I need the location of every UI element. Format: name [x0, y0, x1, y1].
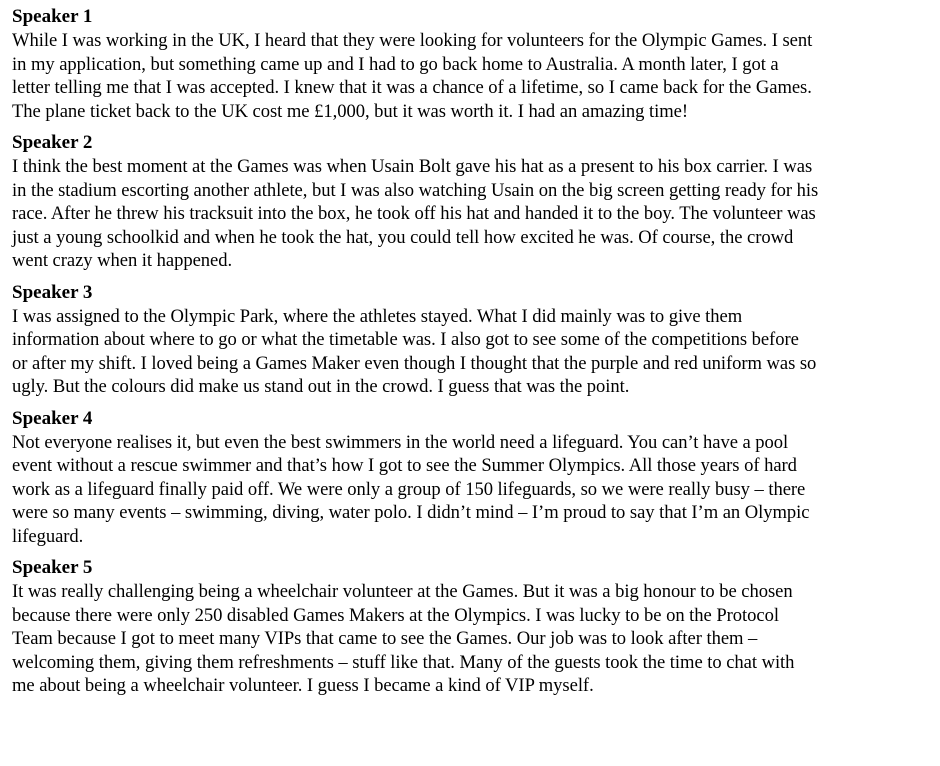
speaker-paragraph [12, 305, 930, 399]
speaker-heading: Speaker 5 [12, 557, 93, 578]
paragraph-line: race. After he threw his tracksuit into the box, he took off his hat and handed it to the boy. The volunteer was [12, 203, 816, 224]
speaker-paragraph [12, 29, 930, 123]
paragraph-line: lifeguard. [12, 525, 84, 547]
paragraph-line: because there were only 250 disabled Games Makers at the Olympics. I was lucky to be on the Protocol [12, 604, 779, 626]
speaker-section-5 [12, 556, 930, 698]
paragraph-line: were so many events – swimming, diving, water polo. I didn’t mind – I’m proud to say that I’m an Olympic [12, 502, 810, 523]
paragraph-line: I was assigned to the Olympic Park, where the athletes stayed. What I did mainly was to give them [12, 305, 743, 327]
paragraph-line: information about where to go or what the timetable was. I also got to see some of the competitions before [12, 329, 799, 350]
paragraph-line: Team because I got to meet many VIPs that came to see the Games. Our job was to look after them – [12, 628, 758, 649]
speaker-heading: Speaker 1 [12, 6, 93, 27]
paragraph-line: event without a rescue swimmer and that’s how I got to see the Summer Olympics. All those years of hard [12, 455, 797, 476]
speaker-heading: Speaker 4 [12, 407, 93, 429]
paragraph-line: Not everyone realises it, but even the best swimmers in the world need a lifeguard. You can’t have a pool [12, 431, 789, 453]
paragraph-line: letter telling me that I was accepted. I knew that it was a chance of a lifetime, so I came back for the Games. [12, 77, 812, 98]
paragraph-line: just a young schoolkid and when he took the hat, you could tell how excited he was. Of course, the crowd [12, 226, 794, 248]
paragraph-line: The plane ticket back to the UK cost me £1,000, but it was worth it. I had an amazing time! [12, 100, 689, 122]
paragraph-line: ugly. But the colours did make us stand out in the crowd. I guess that was the point. [12, 376, 630, 397]
paragraph-line: work as a lifeguard finally paid off. We were only a group of 150 lifeguards, so we were really busy – there [12, 478, 806, 500]
paragraph-line: in my application, but something came up and I had to go back home to Australia. A month later, I got a [12, 53, 779, 75]
paragraph-line: went crazy when it happened. [12, 250, 233, 271]
speaker-section-4 [12, 407, 930, 549]
speaker-heading: Speaker 2 [12, 132, 93, 153]
document-page [12, 5, 930, 706]
paragraph-line: or after my shift. I loved being a Games Maker even though I thought that the purple and red uniform was so [12, 352, 817, 374]
paragraph-line: in the stadium escorting another athlete, but I was also watching Usain on the big screen getting ready for his [12, 179, 819, 201]
paragraph-line: welcoming them, giving them refreshments – stuff like that. Many of the guests took the time to chat with [12, 651, 795, 673]
paragraph-line: I think the best moment at the Games was when Usain Bolt gave his hat as a present to his box carrier. I was [12, 156, 813, 177]
speaker-paragraph [12, 580, 930, 698]
paragraph-line: me about being a wheelchair volunteer. I guess I became a kind of VIP myself. [12, 675, 594, 696]
speaker-paragraph [12, 431, 930, 549]
paragraph-line: It was really challenging being a wheelchair volunteer at the Games. But it was a big honour to be chosen [12, 581, 793, 602]
paragraph-line: While I was working in the UK, I heard that they were looking for volunteers for the Olympic Games. I sent [12, 30, 813, 51]
speaker-section-2 [12, 131, 930, 273]
speaker-paragraph [12, 155, 930, 273]
speaker-heading: Speaker 3 [12, 281, 93, 303]
speaker-section-3 [12, 281, 930, 399]
speaker-section-1 [12, 5, 930, 123]
